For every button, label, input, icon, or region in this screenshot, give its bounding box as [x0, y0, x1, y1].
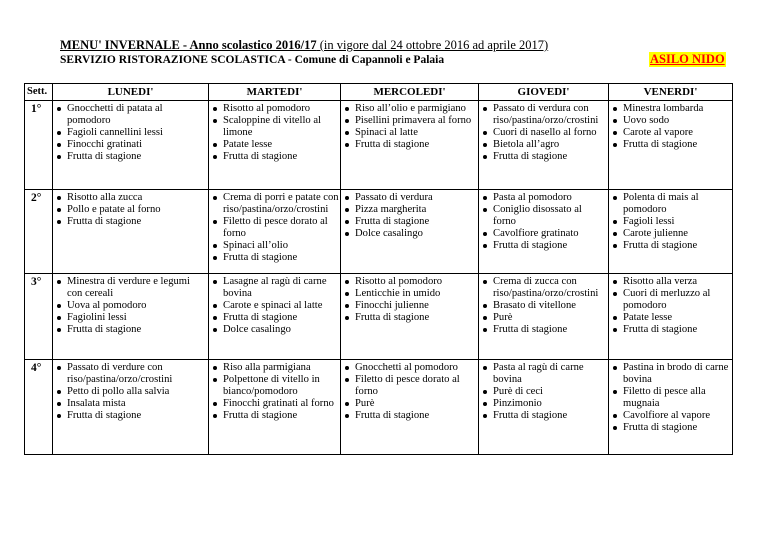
- menu-cell: [479, 360, 609, 455]
- list-item: Pastina in brodo di carne bovina: [609, 362, 732, 386]
- menu-subtitle: SERVIZIO RISTORAZIONE SCOLASTICA - Comune di Capannoli e Palaia: [60, 54, 445, 66]
- list-item: Frutta di stagione: [209, 252, 340, 264]
- list-item: Petto di pollo alla salvia: [53, 386, 208, 398]
- list-item: Pasta al pomodoro: [479, 192, 608, 204]
- list-item: Cavolfiore al vapore: [609, 410, 732, 422]
- list-item: Filetto di pesce dorato al forno: [341, 374, 478, 398]
- list-item: Purè: [479, 312, 608, 324]
- list-item: Insalata mista: [53, 398, 208, 410]
- table-row: [25, 360, 733, 455]
- list-item: Lenticchie in umido: [341, 288, 478, 300]
- menu-cell: [341, 274, 479, 360]
- list-item: Risotto alla verza: [609, 276, 732, 288]
- list-item: Minestra di verdure e legumi con cereali: [53, 276, 208, 300]
- menu-cell: [479, 190, 609, 274]
- menu-cell: [209, 274, 341, 360]
- list-item: Filetto di pesce alla mugnaia: [609, 386, 732, 410]
- menu-cell: [609, 101, 733, 190]
- menu-cell: [53, 190, 209, 274]
- menu-validity-period: (in vigore dal 24 ottobre 2016 ad aprile 2017): [316, 38, 549, 52]
- list-item: Lasagne al ragù di carne bovina: [209, 276, 340, 300]
- list-item: Gnocchetti al pomodoro: [341, 362, 478, 374]
- list-item: Frutta di stagione: [479, 240, 608, 252]
- list-item: Frutta di stagione: [479, 324, 608, 336]
- list-item: Spinaci all’olio: [209, 240, 340, 252]
- list-item: Carote al vapore: [609, 127, 732, 139]
- menu-cell: [53, 101, 209, 190]
- menu-cell: [209, 101, 341, 190]
- list-item: Risotto al pomodoro: [209, 103, 340, 115]
- list-item: Coniglio disossato al forno: [479, 204, 608, 228]
- list-item: Riso alla parmigiana: [209, 362, 340, 374]
- menu-cell: [209, 360, 341, 455]
- list-item: Crema di porri e patate con riso/pastina/orzo/crostini: [209, 192, 340, 216]
- list-item: Finocchi gratinati al forno: [209, 398, 340, 410]
- list-item: Bietola all’agro: [479, 139, 608, 151]
- list-item: Frutta di stagione: [341, 410, 478, 422]
- list-item: Pinzimonio: [479, 398, 608, 410]
- list-item: Fagioli cannellini lessi: [53, 127, 208, 139]
- list-item: Purè di ceci: [479, 386, 608, 398]
- list-item: Frutta di stagione: [53, 216, 208, 228]
- list-item: Frutta di stagione: [609, 422, 732, 434]
- list-item: Cavolfiore gratinato: [479, 228, 608, 240]
- list-item: Frutta di stagione: [53, 324, 208, 336]
- list-item: Frutta di stagione: [341, 312, 478, 324]
- menu-cell: [609, 190, 733, 274]
- list-item: Uova al pomodoro: [53, 300, 208, 312]
- week-column-header: Sett.: [25, 84, 53, 101]
- day-header-mercoledi: MERCOLEDI': [341, 84, 479, 101]
- list-item: Finocchi julienne: [341, 300, 478, 312]
- menu-cell: [479, 101, 609, 190]
- list-item: Frutta di stagione: [209, 410, 340, 422]
- list-item: Pisellini primavera al forno: [341, 115, 478, 127]
- list-item: Frutta di stagione: [479, 151, 608, 163]
- list-item: Brasato di vitellone: [479, 300, 608, 312]
- list-item: Frutta di stagione: [209, 151, 340, 163]
- list-item: Crema di zucca con riso/pastina/orzo/crostini: [479, 276, 608, 300]
- day-header-lunedi: LUNEDI': [53, 84, 209, 101]
- list-item: Frutta di stagione: [479, 410, 608, 422]
- list-item: Purè: [341, 398, 478, 410]
- list-item: Polenta di mais al pomodoro: [609, 192, 732, 216]
- table-header-row: [25, 84, 733, 101]
- list-item: Dolce casalingo: [209, 324, 340, 336]
- menu-cell: [53, 274, 209, 360]
- table-row: [25, 101, 733, 190]
- list-item: Patate lesse: [209, 139, 340, 151]
- menu-title: [60, 38, 548, 52]
- list-item: Patate lesse: [609, 312, 732, 324]
- list-item: Passato di verdura con riso/pastina/orzo/crostini: [479, 103, 608, 127]
- list-item: Frutta di stagione: [341, 139, 478, 151]
- menu-cell: [341, 101, 479, 190]
- list-item: Uovo sodo: [609, 115, 732, 127]
- day-header-venerdi: VENERDI': [609, 84, 733, 101]
- menu-cell: [341, 360, 479, 455]
- list-item: Carote julienne: [609, 228, 732, 240]
- week-label: 3°: [25, 274, 53, 360]
- list-item: Pollo e patate al forno: [53, 204, 208, 216]
- list-item: Minestra lombarda: [609, 103, 732, 115]
- list-item: Fagiolini lessi: [53, 312, 208, 324]
- menu-cell: [341, 190, 479, 274]
- week-label: 4°: [25, 360, 53, 455]
- table-row: [25, 190, 733, 274]
- day-header-martedi: MARTEDI': [209, 84, 341, 101]
- table-row: [25, 274, 733, 360]
- list-item: Frutta di stagione: [53, 410, 208, 422]
- menu-cell: [609, 274, 733, 360]
- list-item: Frutta di stagione: [341, 216, 478, 228]
- list-item: Risotto al pomodoro: [341, 276, 478, 288]
- list-item: Frutta di stagione: [209, 312, 340, 324]
- weekly-menu-table: [24, 83, 733, 455]
- asilo-nido-badge: ASILO NIDO: [650, 52, 725, 66]
- list-item: Passato di verdure con riso/pastina/orzo/crostini: [53, 362, 208, 386]
- list-item: Risotto alla zucca: [53, 192, 208, 204]
- list-item: Gnocchetti di patata al pomodoro: [53, 103, 208, 127]
- list-item: Frutta di stagione: [609, 240, 732, 252]
- menu-cell: [209, 190, 341, 274]
- menu-title-main: MENU' INVERNALE - Anno scolastico 2016/17: [60, 38, 317, 52]
- list-item: Cuori di nasello al forno: [479, 127, 608, 139]
- list-item: Polpettone di vitello in bianco/pomodoro: [209, 374, 340, 398]
- week-label: 1°: [25, 101, 53, 190]
- menu-cell: [479, 274, 609, 360]
- week-label: 2°: [25, 190, 53, 274]
- list-item: Filetto di pesce dorato al forno: [209, 216, 340, 240]
- list-item: Frutta di stagione: [609, 139, 732, 151]
- list-item: Riso all’olio e parmigiano: [341, 103, 478, 115]
- list-item: Fagioli lessi: [609, 216, 732, 228]
- list-item: Finocchi gratinati: [53, 139, 208, 151]
- day-header-giovedi: GIOVEDI': [479, 84, 609, 101]
- list-item: Frutta di stagione: [53, 151, 208, 163]
- list-item: Scaloppine di vitello al limone: [209, 115, 340, 139]
- list-item: Pasta al ragù di carne bovina: [479, 362, 608, 386]
- list-item: Carote e spinaci al latte: [209, 300, 340, 312]
- list-item: Pizza margherita: [341, 204, 478, 216]
- list-item: Spinaci al latte: [341, 127, 478, 139]
- list-item: Frutta di stagione: [609, 324, 732, 336]
- list-item: Dolce casalingo: [341, 228, 478, 240]
- list-item: Passato di verdura: [341, 192, 478, 204]
- list-item: Cuori di merluzzo al pomodoro: [609, 288, 732, 312]
- menu-cell: [609, 360, 733, 455]
- menu-cell: [53, 360, 209, 455]
